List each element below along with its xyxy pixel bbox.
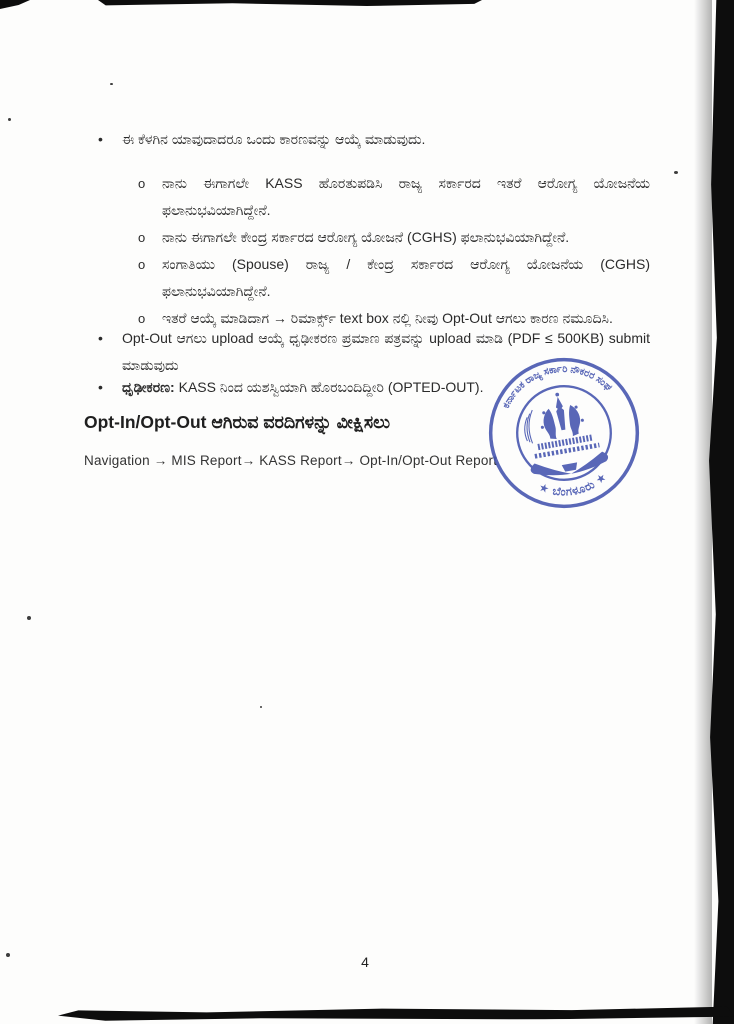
confirmation-label: ಧೃಢೀಕರಣ:	[122, 379, 175, 395]
scan-speck	[8, 118, 11, 121]
reason-options-list	[138, 170, 650, 332]
official-seal	[474, 343, 655, 524]
seal-bottom-text: ★ ಬೆಂಗಳೂರು ★	[537, 470, 610, 499]
bullet-select-reason	[98, 126, 662, 153]
scan-artifact-top-left	[0, 0, 30, 9]
section-heading: Opt-In/Opt-Out ಆಗಿರುವ ವರದಿಗಳನ್ನು ವೀಕ್ಷಿಸಲು	[84, 412, 391, 432]
bullet-select-reason-text: ಈ ಕೆಳಗಿನ ಯಾವುದಾದರೂ ಒಂದು ಕಾರಣವನ್ನು ಆಯ್ಕೆ ಮಾಡುವುದು.	[122, 131, 426, 147]
reason-option-text: ನಾನು ಈಗಾಗಲೇ ಕೇಂದ್ರ ಸರ್ಕಾರದ ಆರೋಗ್ಯ ಯೋಜನೆ (CGHS) ಫಲಾನುಭವಿಯಾಗಿದ್ದೇನೆ.	[162, 229, 570, 245]
reason-option-cghs-self	[138, 224, 650, 251]
scan-speck	[27, 616, 31, 620]
svg-text:ಕರ್ನಾಟಕ ರಾಜ್ಯ ಸರ್ಕಾರಿ ನೌಕರರ ಸಂ	[495, 355, 615, 412]
sub-bullet-marker: o	[138, 230, 146, 245]
reason-option-spouse	[138, 251, 650, 305]
scan-speck	[674, 171, 678, 174]
seal-ring-text: ಕರ್ನಾಟಕ ರಾಜ್ಯ ಸರ್ಕಾರಿ ನೌಕರರ ಸಂಘ	[500, 363, 614, 411]
seal-graphic	[474, 343, 655, 524]
scan-speck	[110, 83, 113, 85]
reason-option-state-scheme	[138, 170, 650, 224]
scan-speck	[260, 706, 262, 708]
navigation-path: Navigation → MIS Report→ KASS Report→ Opt-In/Opt-Out Report	[84, 453, 498, 468]
bullet-dot: •	[98, 131, 103, 147]
upload-instruction-text: Opt-Out ಆಗಲು upload ಆಯ್ಕೆ ಧೃಢೀಕರಣ ಪ್ರಮಾಣ ಪತ್ರವನ್ನು upload ಮಾಡಿ (PDF ≤ 500KB) submit ಮಾಡುವುದು	[122, 330, 650, 373]
reason-option-text: ಸಂಗಾತಿಯು (Spouse) ರಾಜ್ಯ / ಕೇಂದ್ರ ಸರ್ಕಾರದ ಆರೋಗ್ಯ ಯೋಜನೆಯ (CGHS) ಫಲಾನುಭವಿಯಾಗಿದ್ದೇನೆ.	[162, 256, 650, 299]
confirmation-text: KASS ನಿಂದ ಯಶಸ್ವಿಯಾಗಿ ಹೊರಬಂದಿದ್ದೀರಿ (OPTED-OUT).	[178, 379, 484, 395]
bullet-dot: •	[98, 379, 103, 395]
reason-option-text: ಇತರೆ ಆಯ್ಕೆ ಮಾಡಿದಾಗ → ರಿಮಾರ್ಕ್ಸ್ text box ನಲ್ಲಿ ನೀವು Opt-Out ಆಗಲು ಕಾರಣ ನಮೂದಿಸಿ.	[162, 310, 613, 326]
sub-bullet-marker: o	[138, 257, 146, 272]
reason-option-text: ನಾನು ಈಗಾಗಲೇ KASS ಹೊರತುಪಡಿಸಿ ರಾಜ್ಯ ಸರ್ಕಾರದ ಇತರೆ ಆರೋಗ್ಯ ಯೋಜನೆಯ ಫಲಾನುಭವಿಯಾಗಿದ್ದೇನೆ.	[162, 175, 650, 218]
bullet-dot: •	[98, 330, 103, 346]
scan-artifact-top-band	[98, 0, 482, 6]
scan-artifact-bottom-band	[58, 1006, 734, 1022]
sub-bullet-marker: o	[138, 176, 146, 191]
page-number: 4	[361, 954, 369, 970]
scan-shadow-right	[694, 0, 712, 1024]
sub-bullet-marker: o	[138, 311, 146, 326]
